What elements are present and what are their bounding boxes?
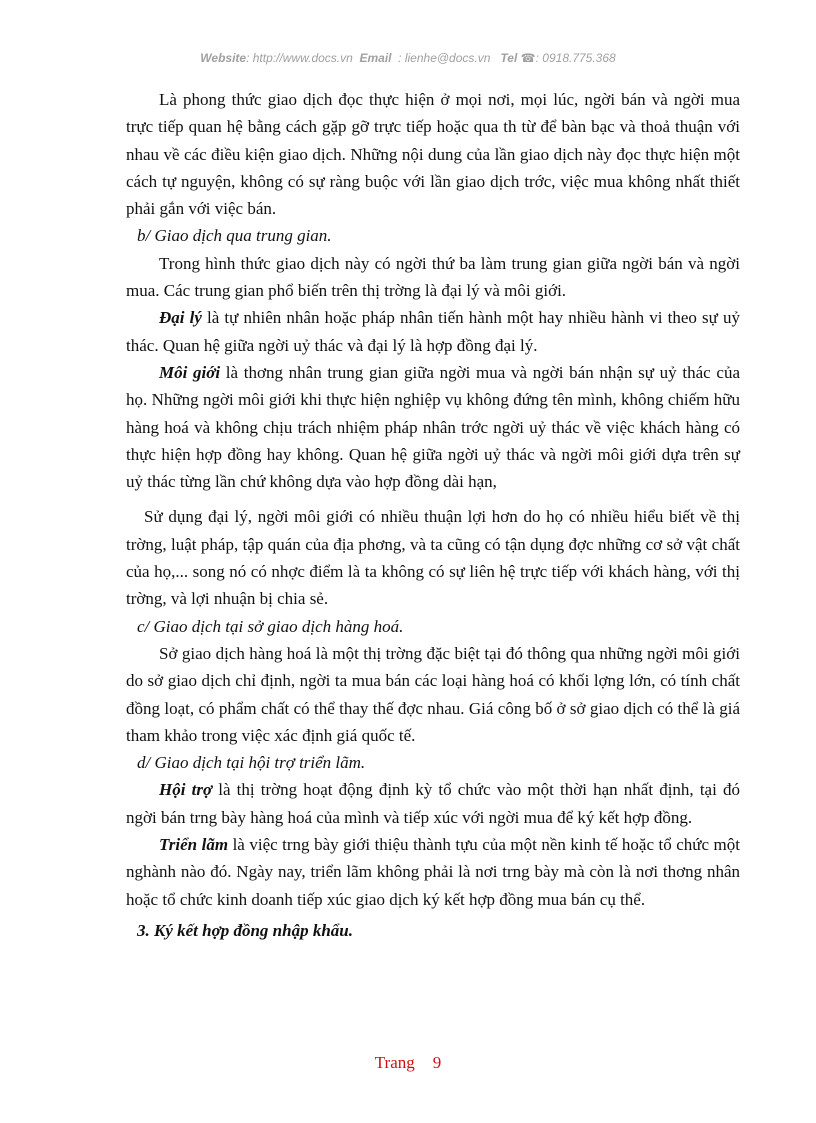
subheading-commodity-exchange: c/ Giao dịch tại sở giao dịch hàng hoá. xyxy=(137,616,404,636)
document-body xyxy=(126,86,740,944)
page-header xyxy=(0,51,816,65)
section-heading-3: 3. Ký kết hợp đồng nhập khẩu. xyxy=(137,920,354,940)
tel-value: : 0918.775.368 xyxy=(535,51,616,65)
website-value: : http://www.docs.vn xyxy=(246,51,353,65)
email-value: : lienhe@docs.vn xyxy=(398,51,491,65)
paragraph-agent: Đại lý là tự nhiên nhân hoặc pháp nhân tiến hành một hay nhiều hành vi theo sự uỷ thác. Quan hệ giữa ngời uỷ thác và đại lý là hợp đồng đại lý. xyxy=(126,308,740,355)
paragraph-commodity-exchange: Sở giao dịch hàng hoá là một thị trờng đặc biệt tại đó thông qua những ngời môi giới do sở giao dịch chỉ định, ngời ta mua bán các loại hàng hoá có khối lợng lớn, có tính chất đồng loạt, có phẩm chất có thể thay thế đợc nhau. Giá công bố ở sở giao dịch có thể là giá tham khảo trong việc xác định giá quốc tế. xyxy=(126,643,740,745)
tel-label: Tel xyxy=(500,51,518,65)
email-label: Email xyxy=(359,51,392,65)
term-agent: Đại lý xyxy=(159,308,202,328)
paragraph-agent-usage: Sử dụng đại lý, ngời môi giới có nhiều thuận lợi hơn do họ có nhiều hiểu biết về thị trờng, luật pháp, tập quán của địa phơng, và ta cũng có tận dụng đợc những cơ sở vật chất của họ,... song nó có nhợc điểm là ta không có sự liên hệ trực tiếp với khách hàng, với thị trờng, và lợi nhuận bị chia sẻ. xyxy=(126,507,740,609)
paragraph-broker: Môi giới là thơng nhân trung gian giữa ngời mua và ngời bán nhận sự uỷ thác của họ. Những ngời môi giới khi thực hiện nghiệp vụ không đứng tên mình, không chiếm hữu hàng hoá và không chịu trách nhiệm pháp nhân trớc ngời uỷ thác về việc khách hàng có thực hiện hợp đồng hay không. Quan hệ giữa ngời uỷ thác và ngời môi giới dựa trên sự uỷ thác từng lần chứ không dựa vào hợp đồng dài hạn, xyxy=(126,362,740,492)
paragraph-exhibition: Triển lãm là việc trng bày giới thiệu thành tựu của một nền kinh tế hoặc tổ chức một nghành nào đó. Ngày nay, triển lãm không phải là nơi trng bày mà còn là nơi thơng nhân hoặc tổ chức kinh doanh tiếp xúc giao dịch ký kết hợp đồng mua bán cụ thể. xyxy=(126,835,740,909)
page-footer xyxy=(0,1053,816,1073)
paragraph-direct-trade: Là phong thức giao dịch đọc thực hiện ở mọi nơi, mọi lúc, ngời bán và ngời mua trực tiếp quan hệ bằng cách gặp gỡ trực tiếp hoặc qua th từ để bàn bạc và thoả thuận với nhau về các điều kiện giao dịch. Những nội dung của lần giao dịch này đọc thực hiện một cách tự nguyện, không có sự ràng buộc với lần giao dịch trớc, việc mua không nhất thiết phải gắn với việc bán. xyxy=(126,90,740,219)
page-label: Trang xyxy=(374,1053,415,1072)
page-number: 9 xyxy=(432,1053,442,1072)
phone-icon: ☎ xyxy=(520,51,536,65)
term-exhibition: Triển lãm xyxy=(159,835,229,855)
paragraph-trade-fair: Hội trợ là thị trờng hoạt động định kỳ tổ chức vào một thời hạn nhất định, tại đó ngời bán trng bày hàng hoá của mình và tiếp xúc với ngời mua để ký kết hợp đồng. xyxy=(126,780,740,827)
subheading-trade-fair: d/ Giao dịch tại hội trợ triển lãm. xyxy=(137,753,366,773)
website-label: Website xyxy=(200,51,247,65)
term-broker: Môi giới xyxy=(159,362,221,382)
subheading-intermediary: b/ Giao dịch qua trung gian. xyxy=(137,226,332,246)
paragraph-intermediary: Trong hình thức giao dịch này có ngời thứ ba làm trung gian giữa ngời bán và ngời mua. Các trung gian phổ biến trên thị trờng là đại lý và môi giới. xyxy=(126,253,740,301)
term-trade-fair: Hội trợ xyxy=(159,780,213,800)
